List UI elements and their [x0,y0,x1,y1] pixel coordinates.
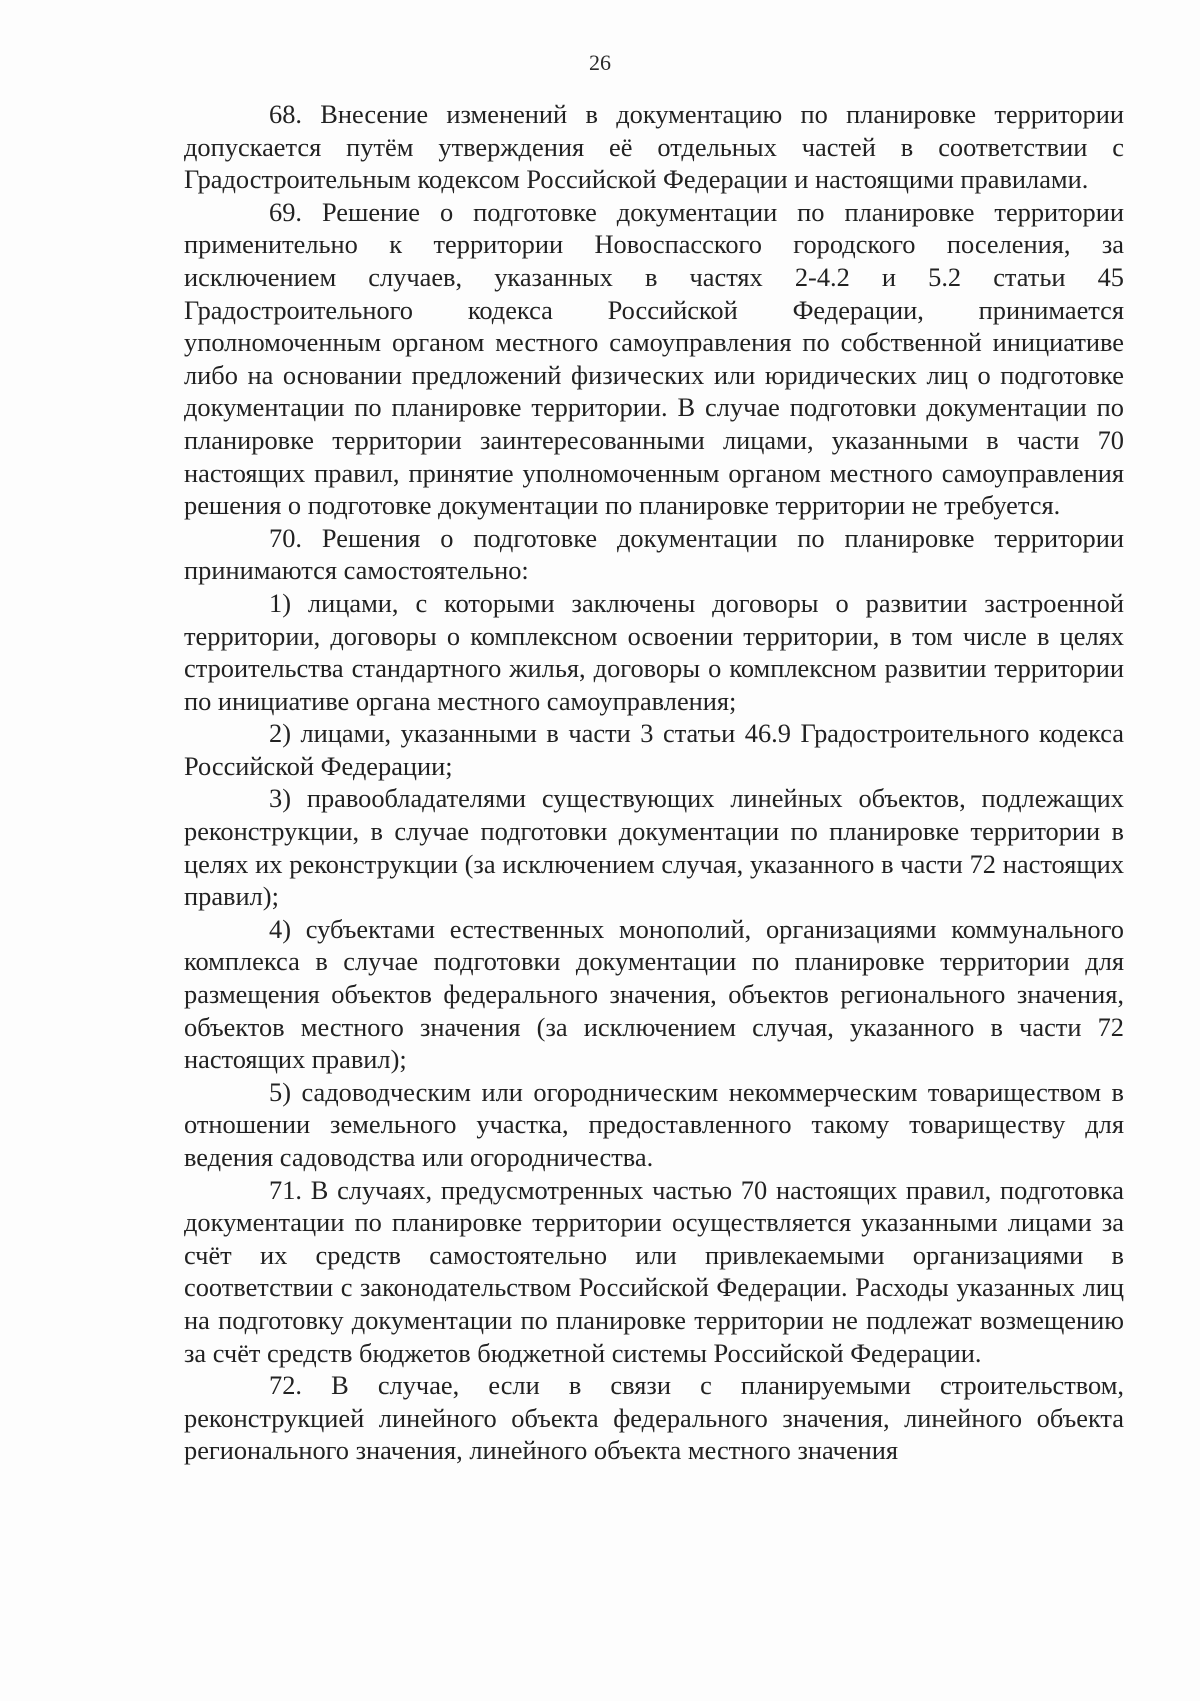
list-item-3: 3) правообладателями существующих линейных объектов, подлежащих реконструкции, в случае подготовки документации по планировке территории в целях их реконструкции (за исключением случая, указанного в части 72 настоящих правил); [184,783,1124,912]
list-item-5: 5) садоводческим или огородническим некоммерческим товариществом в отношении земельного участка, предоставленного такому товариществу для ведения садоводства или огородничества. [184,1076,1124,1172]
list-item-4: 4) субъектами естественных монополий, организациями коммунального комплекса в случае подготовки документации по планировке территории для размещения объектов федерального значения, объектов регионального значения, объектов местного значения (за исключением случая, указанного в части 72 настоящих правил); [184,913,1124,1075]
list-item-2: 2) лицами, указанными в части 3 статьи 46.9 Градостроительного кодекса Российской Федерации; [184,718,1124,781]
paragraph-71: 71. В случаях, предусмотренных частью 70 настоящих правил, подготовка документации по планировке территории осуществляется указанными лицами за счёт их средств самостоятельно или привлекаемыми организациями в соответствии с законодательством Российской Федерации. Расходы указанных лиц на подготовку документации по планировке территории не подлежат возмещению за счёт средств бюджетов бюджетной системы Российской Федерации. [184,1174,1124,1368]
paragraph-72: 72. В случае, если в связи с планируемыми строительством, реконструкцией линейного объекта федерального значения, линейного объекта регионального значения, линейного объекта местного значения [184,1370,1124,1466]
paragraph-69: 69. Решение о подготовке документации по планировке территории применительно к территории Новоспасского городского поселения, за исключением случаев, указанных в частях 2-4.2 и 5.2 статьи 45 Градостроительного кодекса Российской Федерации, принимается уполномоченным органом местного самоуправления по собственной инициативе либо на основании предложений физических или юридических лиц о подготовке документации по планировке территории. В случае подготовки документации по планировке территории заинтересованными лицами, указанными в части 70 настоящих правил, принятие уполномоченным органом местного самоуправления решения о подготовке документации по планировке территории не требуется. [184,196,1124,521]
document-body [184,98,1124,1467]
list-item-1: 1) лицами, с которыми заключены договоры о развитии застроенной территории, договоры о комплексном освоении территории, в том числе в целях строительства стандартного жилья, договоры о комплексном развитии территории по инициативе органа местного самоуправления; [184,587,1124,716]
paragraph-68: 68. Внесение изменений в документацию по планировке территории допускается путём утверждения её отдельных частей в соответствии с Градостроительным кодексом Российской Федерации и настоящими правилами. [184,99,1124,195]
paragraph-70: 70. Решения о подготовке документации по планировке территории принимаются самостоятельно: [184,522,1124,586]
page-number: 26 [589,50,611,75]
